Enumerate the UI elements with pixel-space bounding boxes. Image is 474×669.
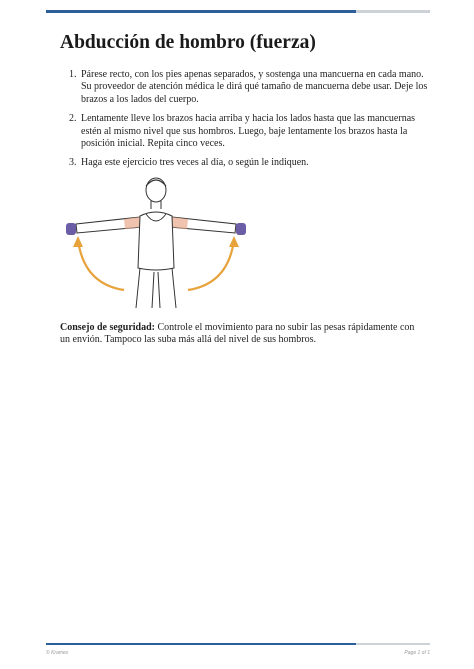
exercise-illustration <box>62 172 256 312</box>
right-arrow-icon <box>188 240 234 290</box>
left-arrow-icon <box>78 240 124 290</box>
instruction-step: 3. Haga este ejercicio tres veces al día, o según le indiquen. <box>79 157 431 169</box>
instruction-list <box>60 69 431 177</box>
page-title: Abducción de hombro (fuerza) <box>60 32 316 53</box>
shoulder-abduction-figure <box>62 172 256 312</box>
safety-text: Controle el movimiento para no subir las pesas rápidamente con un envión. Tampoco las suba más allá del nivel de sus hombros. <box>60 322 415 346</box>
left-dumbbell-icon <box>66 223 76 235</box>
right-arrowhead-icon <box>229 236 239 247</box>
left-arrowhead-icon <box>73 236 83 247</box>
instruction-step: 2. Lentamente lleve los brazos hacia arriba y hacia los lados hasta que las mancuernas estén al mismo nivel que sus hombros. Luego, baje lentamente los brazos hasta la posición inicial. Repita cinco veces. <box>79 113 431 150</box>
footer-rule <box>46 643 430 645</box>
safety-label: Consejo de seguridad: <box>60 322 156 333</box>
instruction-step: 1. Párese recto, con los pies apenas separados, y sostenga una mancuerna en cada mano. Su proveedor de atención médica le dirá qué tamaño de mancuerna debe usar. Deje los brazos a los lados del cuerpo. <box>79 69 431 106</box>
footer-copyright: © Krames <box>46 650 69 656</box>
safety-tip <box>60 322 420 347</box>
right-dumbbell-icon <box>236 223 246 235</box>
footer-page-number: Page 1 of 1 <box>404 650 430 656</box>
header-rule <box>46 10 430 13</box>
